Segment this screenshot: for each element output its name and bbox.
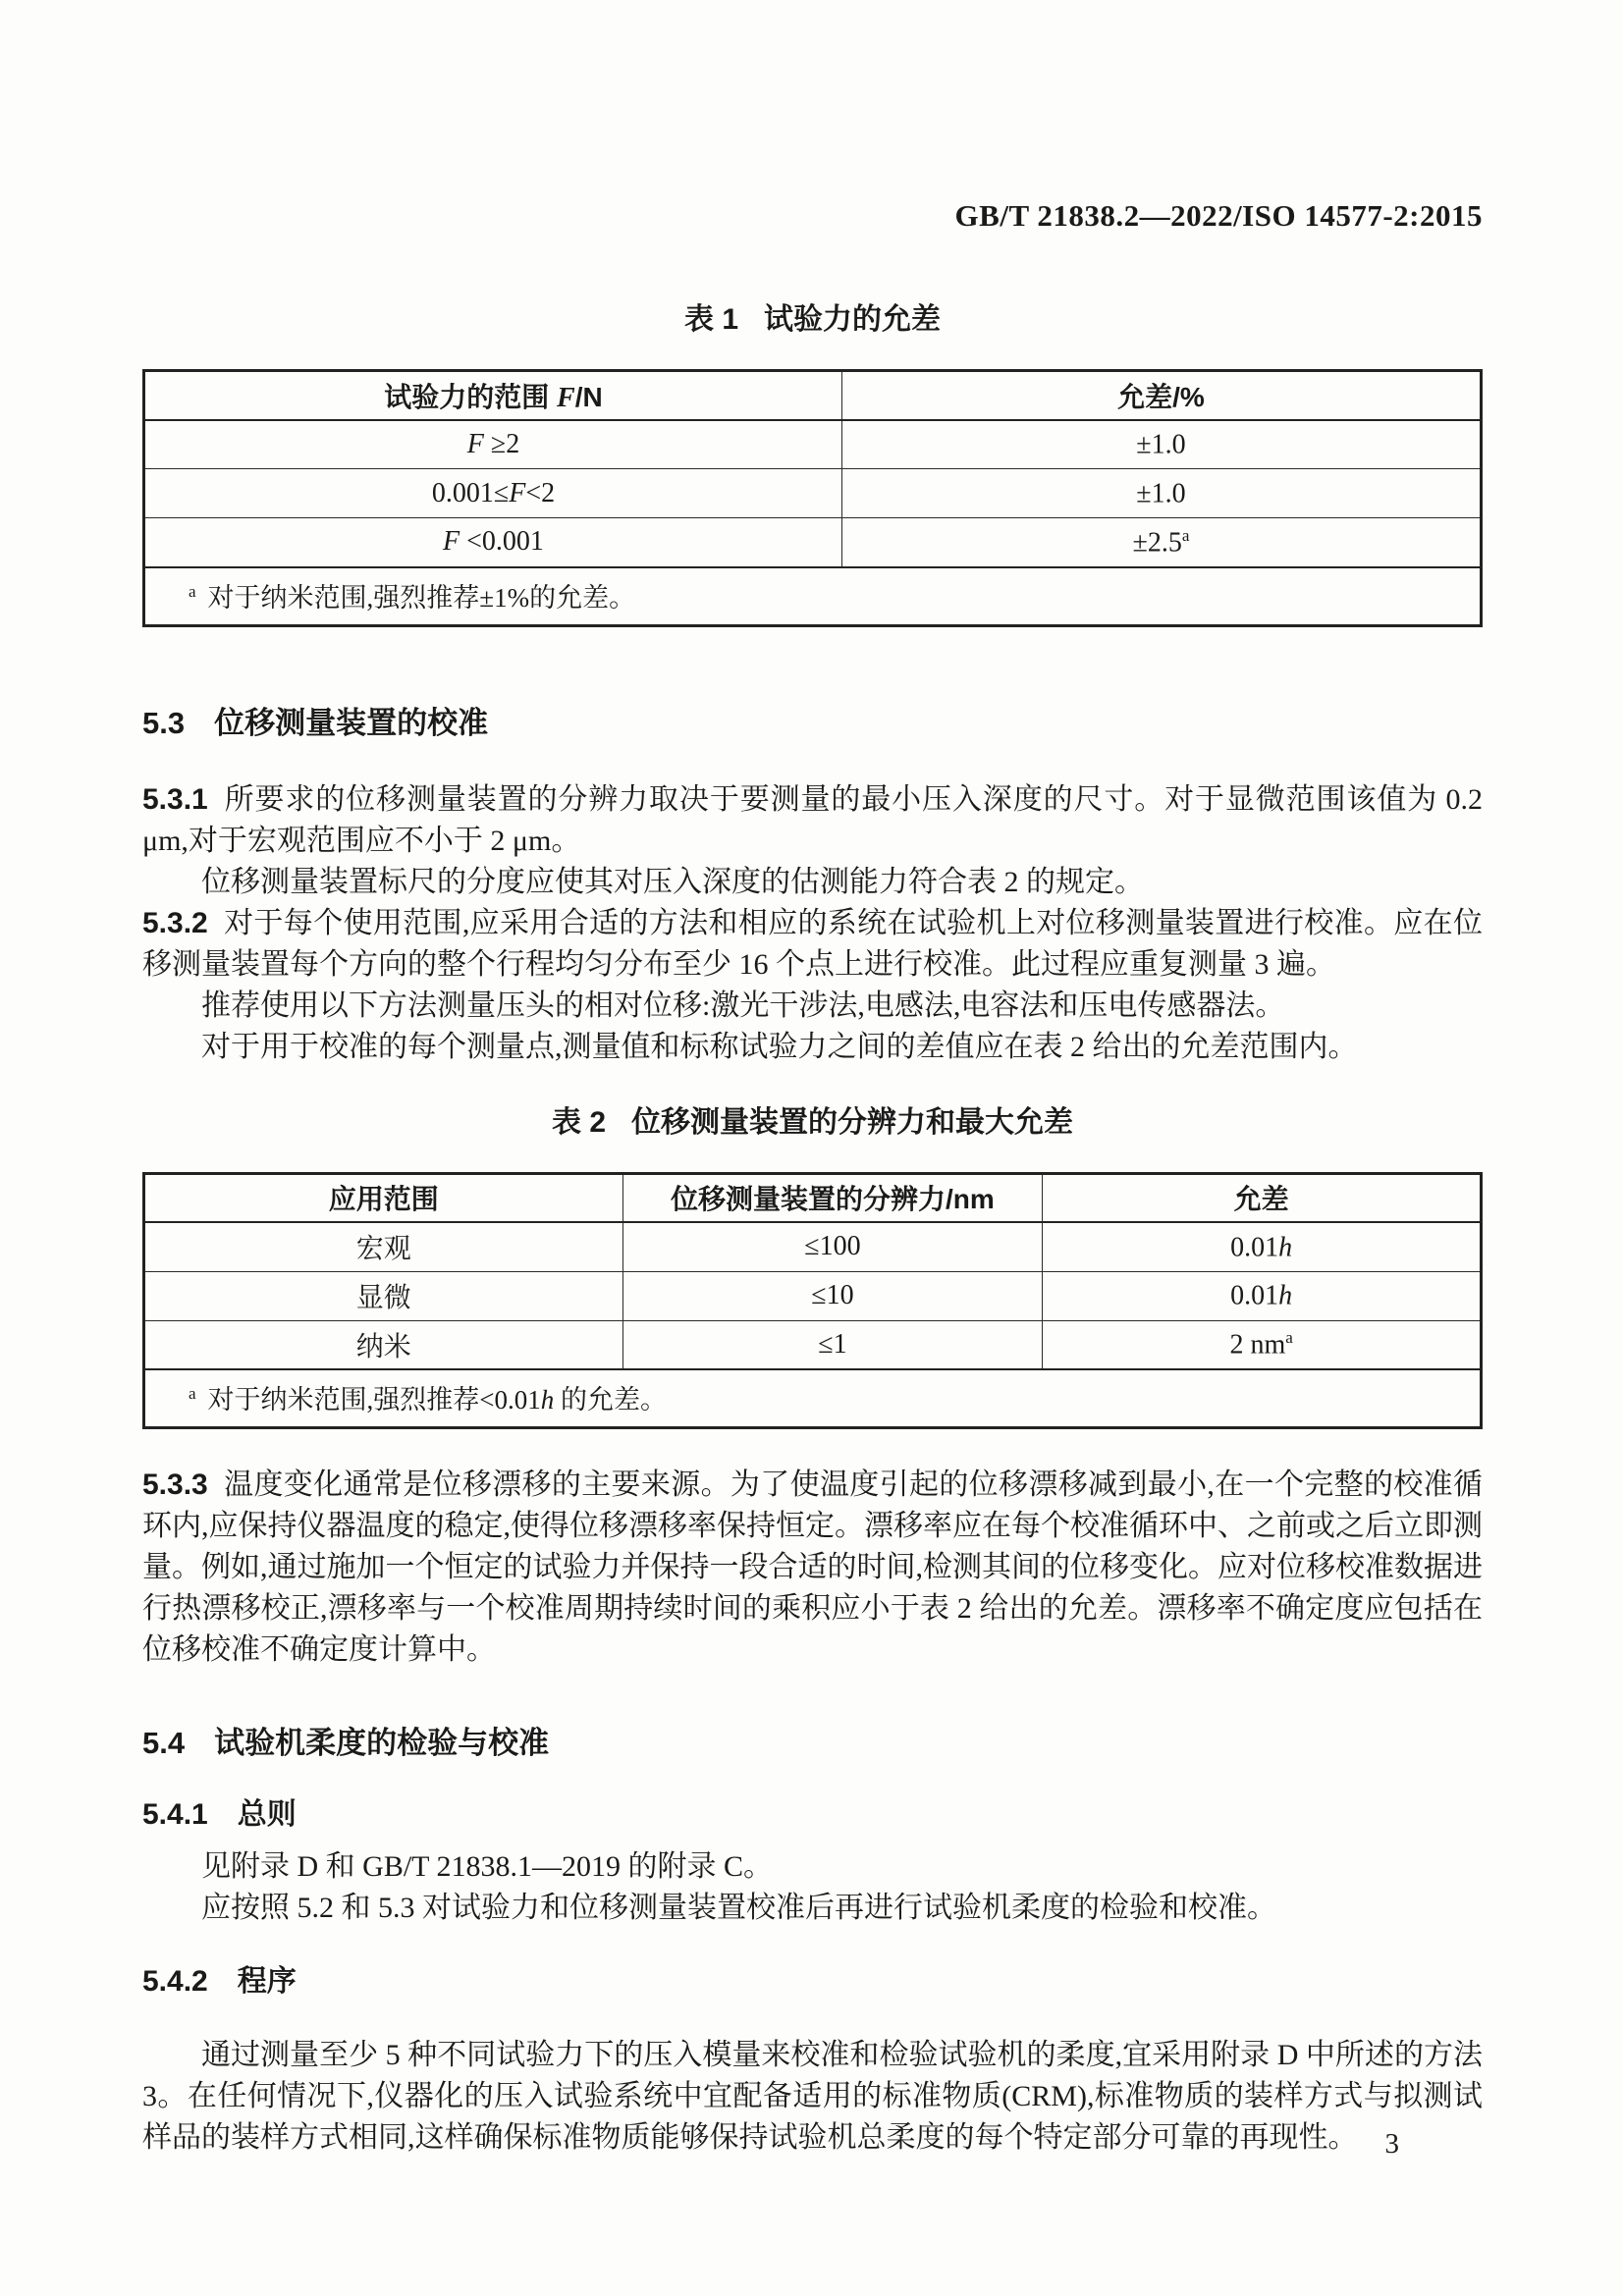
table-row — [144, 420, 1482, 469]
table1-title: 试验力的允差 — [764, 303, 942, 336]
cell-text: 2 nm — [1229, 1329, 1286, 1361]
force-symbol: F — [443, 526, 460, 558]
clause-text: 对于每个使用范围,应采用合适的方法和相应的系统在试验机上对位移测量装置进行校准。应在位移测量装置每个方向的整个行程均匀分布至少 16 个点上进行校准。此过程应重复测量 3 遍。 — [142, 906, 1483, 981]
cell-text: <2 — [525, 477, 556, 508]
footnote-text: 对于纳米范围,强烈推荐<0.01 — [207, 1385, 541, 1415]
clause-text: 所要求的位移测量装置的分辨力取决于要测量的最小压入深度的尺寸。对于显微范围该值为 0.2 μm,对于宏观范围应不小于 2 μm。 — [142, 782, 1483, 857]
clause-5-4-1-paragraph-1: 见附录 D 和 GB/T 21838.1—2019 的附录 C。 — [201, 1850, 773, 1883]
cell-text: 0.001≤ — [431, 477, 510, 508]
footnote-marker: a — [189, 581, 196, 601]
clause-5-3-2-paragraph-2: 推荐使用以下方法测量压头的相对位移:激光干涉法,电感法,电容法和压电传感器法。 — [201, 988, 1285, 1022]
table-row — [144, 518, 1482, 567]
clause-number: 5.4 — [142, 1726, 186, 1760]
clause-5-3-1-paragraph-2: 位移测量装置标尺的分度应使其对压入深度的估测能力符合表 2 的规定。 — [201, 865, 1144, 898]
table2 — [142, 1172, 1483, 1430]
force-range-cell — [144, 469, 842, 518]
table1-col2-header: 允差/% — [841, 371, 1481, 420]
table2-label: 表 2 — [551, 1105, 607, 1139]
tolerance-cell — [841, 518, 1481, 567]
clause-5-3-3-paragraph — [142, 1465, 1483, 1671]
clause-number: 5.3.3 — [142, 1468, 208, 1501]
clause-text: 温度变化通常是位移漂移的主要来源。为了使温度引起的位移漂移减到最小,在一个完整的校准循环内,应保持仪器温度的稳定,使得位移漂移率保持恒定。漂移率应在每个校准循环中、之前或之后立即测量。例如,通过施加一个恒定的试验力并保持一段合适的时间,检测其间的位移变化。应对位移校准数据进行热漂移校正,漂移率与一个校准周期持续时间的乘积应小于表 2 给出的允差。漂移率不确定度应包括在位移校准不确定度计算中。 — [142, 1468, 1483, 1666]
tolerance-cell — [1043, 1222, 1482, 1271]
cell-text: ±2.5 — [1132, 526, 1182, 558]
clause-title: 程序 — [237, 1965, 297, 1998]
force-range-cell — [144, 518, 842, 567]
cell-text: ≥2 — [483, 428, 520, 459]
table2-header-row — [144, 1173, 1482, 1222]
clause-number: 5.3.2 — [142, 906, 208, 939]
standard-number: GB/T 21838.2—2022/ISO 14577-2:2015 — [954, 198, 1483, 233]
force-range-cell — [144, 420, 842, 469]
col-header-text: 试验力的范围 — [384, 381, 558, 412]
footnote-text: 的允差。 — [554, 1385, 668, 1415]
force-symbol: F — [557, 382, 575, 413]
table1-footnote-row — [144, 567, 1482, 626]
tolerance-cell — [1043, 1271, 1482, 1320]
section-5-4-heading — [142, 1718, 1483, 1762]
table1-footnote — [144, 567, 1482, 626]
table2-footnote-row — [144, 1369, 1482, 1428]
footnote-text: 对于纳米范围,强烈推荐±1%的允差。 — [207, 582, 636, 613]
clause-5-4-1-paragraph-2: 应按照 5.2 和 5.3 对试验力和位移测量装置校准后再进行试验机柔度的检验和校准。 — [201, 1892, 1276, 1924]
application-range-cell: 纳米 — [144, 1320, 623, 1369]
clause-number: 5.3.1 — [142, 782, 208, 816]
resolution-cell: ≤10 — [622, 1271, 1043, 1320]
clause-number: 5.3 — [142, 705, 186, 740]
clause-title: 位移测量装置的校准 — [214, 705, 489, 740]
tolerance-cell — [1043, 1320, 1482, 1369]
table2-caption — [142, 1097, 1483, 1141]
table-row — [144, 1222, 1482, 1271]
table2-col3-header: 允差 — [1043, 1173, 1482, 1222]
table-row — [144, 1271, 1482, 1320]
clause-number: 5.4.2 — [142, 1965, 208, 1998]
section-5-3-heading — [142, 698, 1483, 742]
clause-5-3-2-paragraph — [142, 903, 1483, 986]
application-range-cell: 显微 — [144, 1271, 623, 1320]
footnote-ref: a — [1181, 525, 1190, 545]
section-5-4-2-heading — [142, 1956, 1483, 2000]
depth-symbol: h — [540, 1385, 555, 1415]
clause-5-4-2-paragraph: 通过测量至少 5 种不同试验力下的压入模量来校准和检验试验机的柔度,宜采用附录 D 中所述的方法 3。在任何情况下,仪器化的压入试验系统中宜配备适用的标准物质(CRM),标准物质的装样方式与拟测试样品的装样方式相同,这样确保标准物质能够保持试验机总柔度的每个特定部分可靠的再现性。 — [142, 2039, 1483, 2154]
table1 — [142, 369, 1483, 627]
section-5-4-1-heading — [142, 1789, 1483, 1833]
table2-col2-header: 位移测量装置的分辨力/nm — [622, 1173, 1043, 1222]
table1-caption — [142, 294, 1483, 338]
clause-title: 总则 — [237, 1798, 297, 1831]
table2-footnote — [144, 1369, 1482, 1428]
table1-label: 表 1 — [683, 303, 739, 336]
table-row — [144, 469, 1482, 518]
tolerance-cell — [841, 469, 1481, 518]
clause-5-3-1-paragraph — [142, 779, 1483, 862]
clause-number: 5.4.1 — [142, 1798, 208, 1831]
table2-title: 位移测量装置的分辨力和最大允差 — [631, 1105, 1074, 1139]
cell-text: 0.01 — [1230, 1280, 1279, 1311]
clause-title: 试验机柔度的检验与校准 — [214, 1726, 550, 1760]
table1-header-row — [144, 371, 1482, 420]
application-range-cell: 宏观 — [144, 1222, 623, 1271]
clause-5-3-2-paragraph-3: 对于用于校准的每个测量点,测量值和标称试验力之间的差值应在表 2 给出的允差范围内。 — [201, 1030, 1358, 1063]
footnote-ref: a — [1285, 1328, 1293, 1348]
depth-symbol: h — [1278, 1231, 1293, 1262]
depth-symbol: h — [1278, 1280, 1293, 1311]
table1-col1-header — [144, 371, 842, 420]
resolution-cell: ≤100 — [622, 1222, 1043, 1271]
cell-text: 0.01 — [1230, 1231, 1279, 1262]
force-symbol: F — [509, 477, 526, 508]
table2-col1-header: 应用范围 — [144, 1173, 623, 1222]
table-row — [144, 1320, 1482, 1369]
footnote-marker: a — [189, 1384, 196, 1403]
col-header-unit: /N — [574, 381, 603, 412]
force-symbol: F — [466, 428, 484, 459]
cell-text: ±1.0 — [1136, 429, 1186, 460]
cell-text: <0.001 — [460, 526, 544, 558]
resolution-cell: ≤1 — [622, 1320, 1043, 1369]
tolerance-cell — [841, 420, 1481, 469]
page-number: 3 — [1384, 2128, 1399, 2160]
cell-text: ±1.0 — [1136, 478, 1186, 509]
